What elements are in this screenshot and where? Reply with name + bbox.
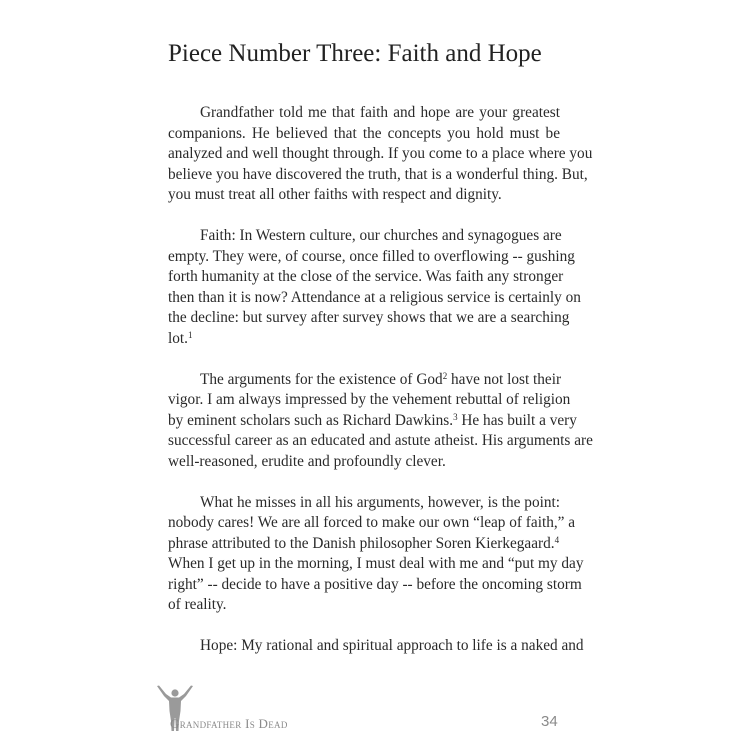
text-line: right” -- decide to have a positive day -- before the oncoming storm [168, 575, 582, 593]
text-line [168, 411, 577, 432]
paragraph-5 [168, 636, 584, 657]
line-text: lot. [168, 329, 188, 347]
text-line: forth humanity at the close of the service. Was faith any stronger [168, 268, 564, 285]
page-number: 34 [541, 713, 558, 730]
footnote-marker: 1 [187, 329, 193, 340]
text-line: nobody cares! We are all forced to make our own “leap of faith,” a [168, 514, 576, 531]
text-line [168, 329, 560, 350]
text-line: vigor. I am always impressed by the vehement rebuttal of religion [168, 391, 571, 408]
text-line: you must treat all other faiths with respect and dignity. [168, 186, 502, 203]
line-text: have not lost their [447, 370, 562, 388]
paragraph-2 [168, 226, 581, 349]
page-title: Piece Number Three: Faith and Hope [168, 40, 542, 67]
text-line: analyzed and well thought through. If you come to a place where you [168, 145, 593, 162]
text-line: What he misses in all his arguments, however, is the point: [200, 493, 560, 511]
footnote-marker: 2 [442, 370, 448, 381]
text-line: believe you have discovered the truth, that is a wonderful thing. But, [168, 165, 588, 183]
text-line: empty. They were, of course, once filled to overflowing -- gushing [168, 247, 575, 265]
text-line: successful career as an educated and astute atheist. His arguments are [168, 432, 593, 449]
paragraph-4 [168, 493, 584, 616]
text-line [168, 370, 560, 391]
line-text: by eminent scholars such as Richard Dawkins. [168, 411, 454, 429]
text-line: companions. He believed that the concepts you hold must be [168, 124, 560, 142]
line-text: phrase attributed to the Danish philosopher Soren Kierkegaard. [168, 534, 555, 552]
text-line: the decline: but survey after survey shows that we are a searching [168, 309, 570, 326]
paragraph-1 [168, 103, 593, 206]
text-line: Hope: My rational and spiritual approach to life is a naked and [200, 637, 584, 654]
text-line: of reality. [168, 596, 227, 613]
line-text: He has built a very [457, 411, 577, 429]
text-line: then than it is now? Attendance at a religious service is certainly on [168, 288, 581, 306]
text-line: Grandfather told me that faith and hope are your greatest [200, 104, 560, 121]
text-line: well-reasoned, erudite and profoundly clever. [168, 452, 446, 470]
running-head: Grandfather Is Dead [170, 716, 288, 731]
footnote-marker: 4 [554, 534, 560, 545]
body-text [168, 103, 593, 677]
text-line: When I get up in the morning, I must deal with me and “put my day [168, 555, 584, 572]
line-text: The arguments for the existence of God [200, 370, 443, 388]
footnote-marker: 3 [453, 411, 458, 422]
text-line: Faith: In Western culture, our churches and synagogues are [200, 227, 562, 244]
paragraph-3 [168, 370, 593, 473]
text-line [168, 534, 560, 555]
